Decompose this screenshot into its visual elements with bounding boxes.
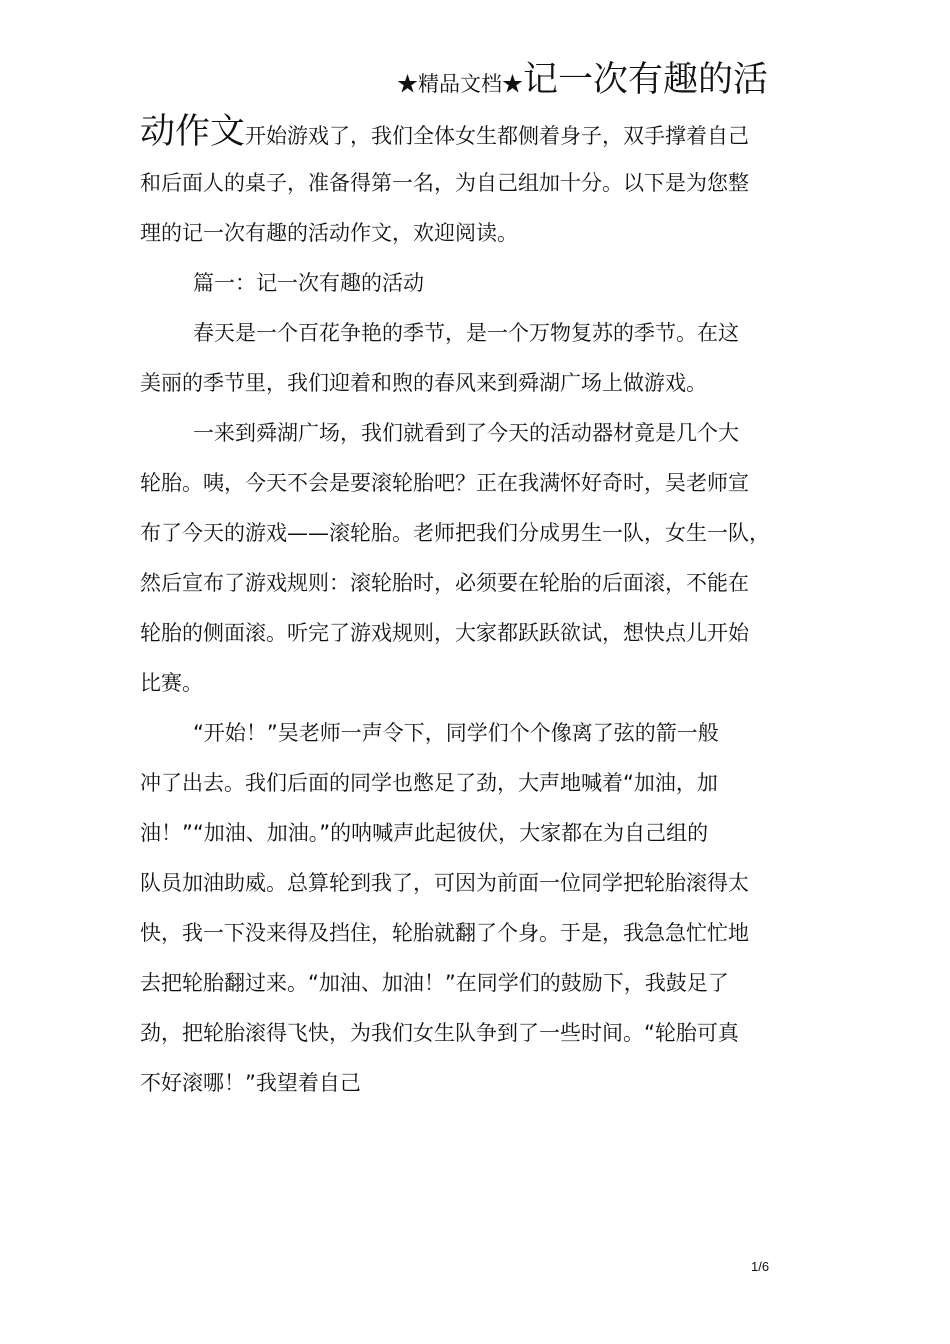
paragraph-line: 比赛。 bbox=[140, 671, 203, 695]
document-title-part2: 动作文 bbox=[140, 112, 246, 152]
paragraph-line: 然后宣布了游戏规则：滚轮胎时，必须要在轮胎的后面滚，不能在 bbox=[140, 571, 749, 595]
paragraph-line: 和后面人的桌子，准备得第一名，为自己组加十分。以下是为您整 bbox=[140, 171, 749, 195]
paragraph-line: 轮胎的侧面滚。听完了游戏规则，大家都跃跃欲试，想快点儿开始 bbox=[140, 621, 749, 645]
document-title-part1: 记一次有趣的活 bbox=[523, 60, 769, 100]
quality-badge: ★精品文档★ bbox=[397, 72, 523, 96]
paragraph-line: 轮胎。咦，今天不会是要滚轮胎吧？正在我满怀好奇时，吴老师宣 bbox=[140, 471, 749, 495]
paragraph-line: 美丽的季节里，我们迎着和煦的春风来到舜湖广场上做游戏。 bbox=[140, 371, 707, 395]
paragraph-line: 开始游戏了，我们全体女生都侧着身子，双手撑着自己 bbox=[245, 124, 750, 148]
paragraph-line: 油！”“加油、加油。”的呐喊声此起彼伏，大家都在为自己组的 bbox=[140, 821, 709, 845]
paragraph-line: 布了今天的游戏——滚轮胎。老师把我们分成男生一队，女生一队， bbox=[140, 521, 770, 545]
paragraph-line-first bbox=[140, 104, 749, 154]
paragraph-line: 去把轮胎翻过来。“加油、加油！”在同学们的鼓励下，我鼓足了 bbox=[140, 971, 729, 995]
paragraph-line: “开始！”吴老师一声令下，同学们个个像离了弦的箭一般 bbox=[193, 721, 719, 745]
paragraph-line: 队员加油助威。总算轮到我了，可因为前面一位同学把轮胎滚得太 bbox=[140, 871, 749, 895]
paragraph-line: 一来到舜湖广场，我们就看到了今天的活动器材竟是几个大 bbox=[193, 421, 739, 445]
paragraph-line: 冲了出去。我们后面的同学也憋足了劲，大声地喊着“加油，加 bbox=[140, 771, 718, 795]
paragraph-line: 快，我一下没来得及挡住，轮胎就翻了个身。于是，我急急忙忙地 bbox=[140, 921, 749, 945]
section-heading: 篇一：记一次有趣的活动 bbox=[193, 271, 424, 295]
paragraph-line: 劲，把轮胎滚得飞快，为我们女生队争到了一些时间。“轮胎可真 bbox=[140, 1021, 739, 1045]
paragraph-line: 春天是一个百花争艳的季节，是一个万物复苏的季节。在这 bbox=[193, 321, 739, 345]
paragraph-line: 理的记一次有趣的活动作文，欢迎阅读。 bbox=[140, 221, 518, 245]
paragraph-line: 不好滚哪！”我望着自己 bbox=[140, 1071, 361, 1095]
document-header bbox=[397, 52, 768, 104]
page-number: 1/6 bbox=[751, 1259, 770, 1274]
